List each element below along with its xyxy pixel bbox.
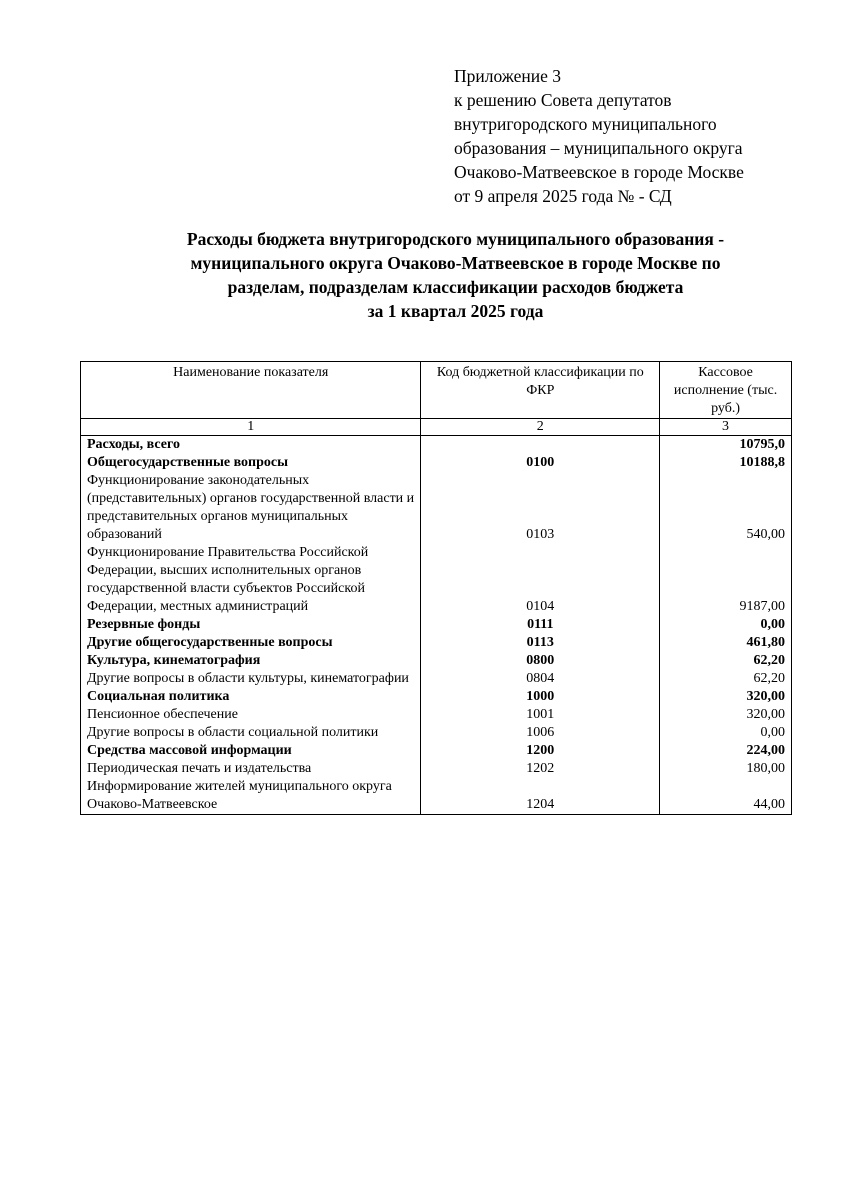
row-code-cell <box>421 436 660 455</box>
column-number: 2 <box>421 419 660 436</box>
title-line: разделам, подразделам классификации расходов бюджета <box>227 277 684 297</box>
row-amount-cell: 9187,00 <box>660 544 792 616</box>
row-code-cell: 1200 <box>421 742 660 760</box>
row-name-cell: Информирование жителей муниципального округа Очаково-Матвеевское <box>81 778 421 815</box>
column-number: 3 <box>660 419 792 436</box>
row-name-cell: Культура, кинематография <box>81 652 421 670</box>
table-row <box>81 742 792 760</box>
column-number-row <box>81 419 792 436</box>
row-name-cell: Периодическая печать и издательства <box>81 760 421 778</box>
document-title <box>80 227 831 323</box>
appendix-note <box>454 64 834 208</box>
row-amount-cell: 320,00 <box>660 688 792 706</box>
row-name-cell: Другие вопросы в области социальной политики <box>81 724 421 742</box>
appendix-line: к решению Совета депутатов <box>454 90 672 110</box>
appendix-line: образования – муниципального округа <box>454 138 743 158</box>
row-amount-cell: 44,00 <box>660 778 792 815</box>
row-amount-cell: 62,20 <box>660 652 792 670</box>
row-code-cell: 1204 <box>421 778 660 815</box>
header-code: Код бюджетной классификации по ФКР <box>421 362 660 419</box>
row-code-cell: 1001 <box>421 706 660 724</box>
table-row <box>81 724 792 742</box>
row-name-cell: Средства массовой информации <box>81 742 421 760</box>
title-line: муниципального округа Очаково-Матвеевское в городе Москве по <box>190 253 721 273</box>
row-code-cell: 0804 <box>421 670 660 688</box>
row-amount-cell: 0,00 <box>660 616 792 634</box>
appendix-line: Приложение 3 <box>454 66 562 86</box>
table-row <box>81 670 792 688</box>
row-name-cell: Социальная политика <box>81 688 421 706</box>
row-amount-cell: 224,00 <box>660 742 792 760</box>
table-row <box>81 436 792 455</box>
row-amount-cell: 180,00 <box>660 760 792 778</box>
row-amount-cell: 0,00 <box>660 724 792 742</box>
row-name-cell: Пенсионное обеспечение <box>81 706 421 724</box>
row-amount-cell: 320,00 <box>660 706 792 724</box>
row-code-cell: 1202 <box>421 760 660 778</box>
title-line: за 1 квартал 2025 года <box>367 301 544 321</box>
table-body <box>81 436 792 815</box>
row-code-cell: 0104 <box>421 544 660 616</box>
header-name: Наименование показателя <box>81 362 421 419</box>
appendix-line: Очаково-Матвеевское в городе Москве <box>454 162 744 182</box>
row-code-cell: 1000 <box>421 688 660 706</box>
row-code-cell: 1006 <box>421 724 660 742</box>
row-code-cell: 0113 <box>421 634 660 652</box>
row-name-cell: Расходы, всего <box>81 436 421 455</box>
table-row <box>81 688 792 706</box>
row-name-cell: Функционирование законодательных (представительных) органов государственной власти и представительных органов муниципальных образований <box>81 472 421 544</box>
table-row <box>81 454 792 472</box>
table-row <box>81 706 792 724</box>
table-row <box>81 544 792 616</box>
row-amount-cell: 62,20 <box>660 670 792 688</box>
row-code-cell: 0103 <box>421 472 660 544</box>
row-name-cell: Резервные фонды <box>81 616 421 634</box>
row-name-cell: Общегосударственные вопросы <box>81 454 421 472</box>
row-amount-cell: 10188,8 <box>660 454 792 472</box>
row-code-cell: 0800 <box>421 652 660 670</box>
table-row <box>81 634 792 652</box>
row-amount-cell: 540,00 <box>660 472 792 544</box>
table-row <box>81 652 792 670</box>
table-row <box>81 472 792 544</box>
row-code-cell: 0111 <box>421 616 660 634</box>
row-amount-cell: 10795,0 <box>660 436 792 455</box>
appendix-line: от 9 апреля 2025 года № - СД <box>454 186 672 206</box>
table-row <box>81 778 792 815</box>
row-name-cell: Другие общегосударственные вопросы <box>81 634 421 652</box>
header-amount: Кассовое исполнение (тыс. руб.) <box>660 362 792 419</box>
table-header-row <box>81 362 792 419</box>
table-row <box>81 616 792 634</box>
row-name-cell: Другие вопросы в области культуры, кинематографии <box>81 670 421 688</box>
title-line: Расходы бюджета внутригородского муниципального образования - <box>186 229 725 249</box>
row-name-cell: Функционирование Правительства Российской Федерации, высших исполнительных органов государственной власти субъектов Российской Федерации, местных администраций <box>81 544 421 616</box>
column-number: 1 <box>81 419 421 436</box>
row-amount-cell: 461,80 <box>660 634 792 652</box>
table-row <box>81 760 792 778</box>
row-code-cell: 0100 <box>421 454 660 472</box>
appendix-line: внутригородского муниципального <box>454 114 717 134</box>
budget-expenditure-table <box>80 361 792 815</box>
